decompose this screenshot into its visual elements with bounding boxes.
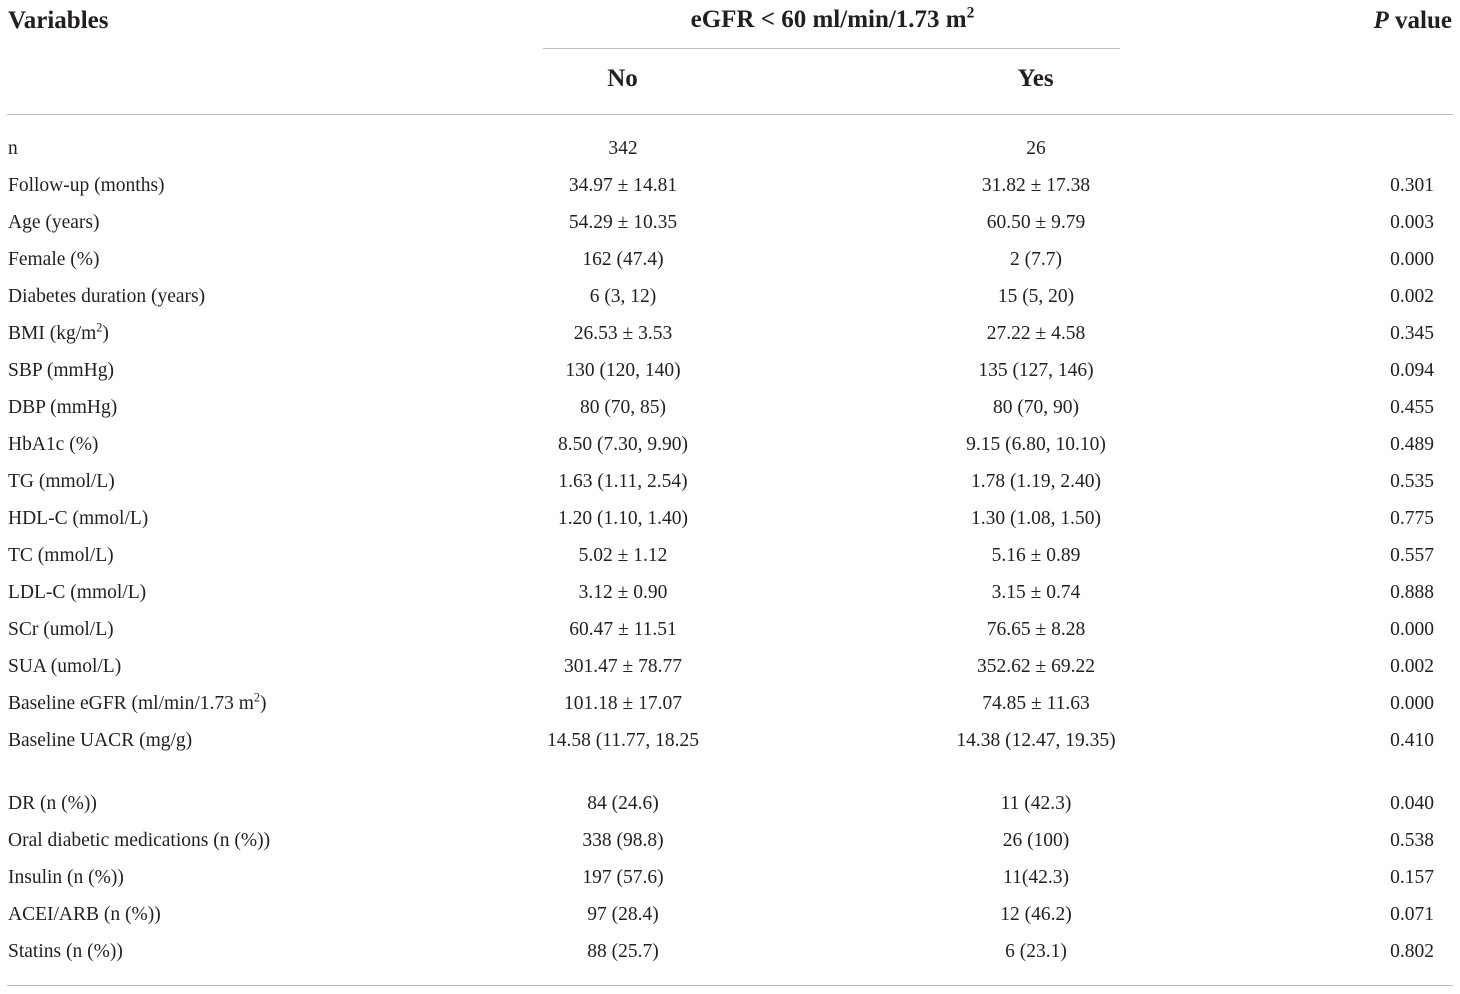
cell-no: 3.12 ± 0.90 bbox=[578, 582, 668, 603]
cell-p-value: 0.157 bbox=[1390, 867, 1434, 888]
header-p-italic: P bbox=[1373, 7, 1389, 34]
cell-p-value: 0.000 bbox=[1390, 619, 1434, 640]
cell-variable bbox=[8, 728, 368, 754]
cell-no: 54.29 ± 10.35 bbox=[568, 212, 678, 233]
table-row bbox=[0, 857, 1460, 894]
cell-p-value: 0.003 bbox=[1390, 212, 1434, 233]
cell-variable bbox=[8, 136, 368, 162]
variable-label: ACEI/ARB (n (%)) bbox=[8, 904, 161, 925]
table-row bbox=[0, 609, 1460, 646]
variable-superscript: 2 bbox=[96, 320, 103, 335]
cell-yes: 74.85 ± 11.63 bbox=[982, 693, 1090, 714]
variable-label: TC (mmol/L) bbox=[8, 545, 114, 566]
cell-no: 5.02 ± 1.12 bbox=[578, 545, 668, 566]
cell-no: 130 (120, 140) bbox=[565, 360, 681, 381]
cell-yes: 26 bbox=[1026, 138, 1046, 159]
variable-label: HDL-C (mmol/L) bbox=[8, 508, 149, 529]
cell-p-value: 0.301 bbox=[1390, 175, 1434, 196]
cell-p-value: 0.802 bbox=[1390, 941, 1434, 962]
cell-p-value: 0.345 bbox=[1390, 323, 1434, 344]
cell-yes: 1.78 (1.19, 2.40) bbox=[971, 471, 1101, 492]
table-row bbox=[0, 461, 1460, 498]
variable-label: n bbox=[8, 138, 18, 159]
cell-p-value: 0.094 bbox=[1390, 360, 1434, 381]
cell-yes: 26 (100) bbox=[1002, 830, 1070, 851]
cell-no: 80 (70, 85) bbox=[579, 397, 667, 418]
cell-yes: 12 (46.2) bbox=[1000, 904, 1072, 925]
cell-p-value: 0.557 bbox=[1390, 545, 1434, 566]
cell-variable bbox=[8, 506, 368, 532]
cell-yes: 60.50 ± 9.79 bbox=[986, 212, 1086, 233]
variable-label: Statins (n (%)) bbox=[8, 941, 123, 962]
variable-label: SCr (umol/L) bbox=[8, 619, 114, 640]
table-row bbox=[0, 202, 1460, 239]
cell-yes: 31.82 ± 17.38 bbox=[981, 175, 1091, 196]
variable-label: Insulin (n (%)) bbox=[8, 867, 124, 888]
cell-no: 301.47 ± 78.77 bbox=[564, 656, 682, 677]
cell-variable bbox=[8, 939, 368, 965]
variable-label: SUA (umol/L) bbox=[8, 656, 122, 677]
header-yes bbox=[958, 65, 1113, 93]
cell-yes: 2 (7.7) bbox=[1010, 249, 1062, 270]
table-row bbox=[0, 424, 1460, 461]
table-row bbox=[0, 276, 1460, 313]
variable-label: Oral diabetic medications (n (%)) bbox=[8, 830, 271, 851]
cell-yes: 76.65 ± 8.28 bbox=[986, 619, 1086, 640]
cell-variable bbox=[8, 580, 368, 606]
cell-yes: 3.15 ± 0.74 bbox=[991, 582, 1081, 603]
cell-variable bbox=[8, 321, 368, 347]
cell-no: 60.47 ± 11.51 bbox=[569, 619, 677, 640]
variable-label: SBP (mmHg) bbox=[8, 360, 115, 381]
cell-yes: 135 (127, 146) bbox=[978, 360, 1094, 381]
header-no bbox=[545, 65, 700, 93]
cell-variable bbox=[8, 247, 368, 273]
variable-superscript: 2 bbox=[253, 690, 260, 705]
cell-variable bbox=[8, 210, 368, 236]
header-group-egfr bbox=[545, 6, 1120, 34]
cell-variable bbox=[8, 395, 368, 421]
table-row bbox=[0, 498, 1460, 535]
cell-p-value: 0.040 bbox=[1390, 793, 1434, 814]
cell-no: 88 (25.7) bbox=[587, 941, 659, 962]
cell-no: 342 bbox=[608, 138, 638, 159]
variable-label: TG (mmol/L) bbox=[8, 471, 115, 492]
cell-no: 197 (57.6) bbox=[582, 867, 664, 888]
header-variables-label: Variables bbox=[8, 7, 109, 34]
table-body bbox=[0, 128, 1460, 968]
cell-no: 14.58 (11.77, 18.25 bbox=[546, 730, 700, 751]
cell-p-value: 0.002 bbox=[1390, 286, 1434, 307]
variable-label: Baseline eGFR (ml/min/1.73 m bbox=[8, 693, 254, 714]
cell-yes: 80 (70, 90) bbox=[992, 397, 1080, 418]
cell-variable bbox=[8, 865, 368, 891]
cell-p-value: 0.410 bbox=[1390, 730, 1434, 751]
cell-no: 1.63 (1.11, 2.54) bbox=[558, 471, 688, 492]
table-row bbox=[0, 646, 1460, 683]
variable-label: Baseline UACR (mg/g) bbox=[8, 730, 193, 751]
cell-no: 26.53 ± 3.53 bbox=[573, 323, 673, 344]
cell-variable bbox=[8, 791, 368, 817]
cell-yes: 9.15 (6.80, 10.10) bbox=[966, 434, 1106, 455]
cell-variable bbox=[8, 543, 368, 569]
group-underline bbox=[543, 48, 1120, 49]
cell-p-value: 0.071 bbox=[1390, 904, 1434, 925]
header-yes-label: Yes bbox=[1017, 65, 1054, 92]
cell-p-value: 0.002 bbox=[1390, 656, 1434, 677]
cell-no: 1.20 (1.10, 1.40) bbox=[558, 508, 688, 529]
cell-p-value: 0.538 bbox=[1390, 830, 1434, 851]
cell-no: 97 (28.4) bbox=[587, 904, 659, 925]
cell-variable bbox=[8, 432, 368, 458]
header-divider bbox=[7, 114, 1453, 115]
cell-variable bbox=[8, 358, 368, 384]
cell-p-value: 0.535 bbox=[1390, 471, 1434, 492]
cell-variable bbox=[8, 654, 368, 680]
variable-label: HbA1c (%) bbox=[8, 434, 99, 455]
table-row bbox=[0, 720, 1460, 783]
cell-no: 162 (47.4) bbox=[582, 249, 664, 270]
table-row bbox=[0, 387, 1460, 424]
header-no-label: No bbox=[607, 65, 638, 92]
variable-label: BMI (kg/m bbox=[8, 323, 97, 344]
table-row bbox=[0, 535, 1460, 572]
cell-no: 8.50 (7.30, 9.90) bbox=[558, 434, 688, 455]
cell-variable bbox=[8, 617, 368, 643]
cell-variable bbox=[8, 902, 368, 928]
variable-label: DR (n (%)) bbox=[8, 793, 97, 814]
header-group-label: eGFR < 60 ml/min/1.73 m bbox=[690, 6, 967, 33]
header-p-rest: value bbox=[1388, 7, 1452, 34]
variable-label: Follow-up (months) bbox=[8, 175, 165, 196]
table-row bbox=[0, 239, 1460, 276]
table-row bbox=[0, 820, 1460, 857]
table-row bbox=[0, 128, 1460, 165]
cell-yes: 5.16 ± 0.89 bbox=[991, 545, 1081, 566]
cell-yes: 1.30 (1.08, 1.50) bbox=[971, 508, 1101, 529]
cell-p-value: 0.000 bbox=[1390, 249, 1434, 270]
cell-no: 84 (24.6) bbox=[587, 793, 659, 814]
cell-no: 34.97 ± 14.81 bbox=[568, 175, 678, 196]
cell-p-value: 0.888 bbox=[1390, 582, 1434, 603]
table-row bbox=[0, 894, 1460, 931]
table-row bbox=[0, 313, 1460, 350]
cell-no: 101.18 ± 17.07 bbox=[564, 693, 682, 714]
cell-variable bbox=[8, 284, 368, 310]
cell-yes: 6 (23.1) bbox=[1005, 941, 1067, 962]
cell-yes: 14.38 (12.47, 19.35) bbox=[956, 730, 1116, 751]
cell-no: 6 (3, 12) bbox=[589, 286, 657, 307]
cell-p-value: 0.775 bbox=[1390, 508, 1434, 529]
variable-label: Female (%) bbox=[8, 249, 100, 270]
cell-yes: 352.62 ± 69.22 bbox=[977, 656, 1095, 677]
variable-suffix: ) bbox=[102, 323, 109, 344]
cell-variable bbox=[8, 469, 368, 495]
table-row bbox=[0, 783, 1460, 820]
cell-variable bbox=[8, 691, 368, 717]
table-bottom-rule bbox=[7, 985, 1453, 986]
variable-label: Diabetes duration (years) bbox=[8, 286, 206, 307]
cell-yes: 11(42.3) bbox=[1003, 867, 1069, 888]
variable-label: DBP (mmHg) bbox=[8, 397, 118, 418]
cell-yes: 11 (42.3) bbox=[1000, 793, 1072, 814]
header-variables bbox=[8, 7, 108, 35]
cell-yes: 27.22 ± 4.58 bbox=[986, 323, 1086, 344]
table-row bbox=[0, 350, 1460, 387]
variable-label: Age (years) bbox=[8, 212, 100, 233]
table-row bbox=[0, 683, 1460, 720]
variable-label: LDL-C (mmol/L) bbox=[8, 582, 147, 603]
cell-variable bbox=[8, 828, 368, 854]
table-row bbox=[0, 572, 1460, 609]
cell-no: 338 (98.8) bbox=[582, 830, 664, 851]
table-row bbox=[0, 165, 1460, 202]
cell-p-value: 0.455 bbox=[1390, 397, 1434, 418]
header-group-superscript: 2 bbox=[966, 4, 975, 22]
header-p-value bbox=[1374, 7, 1452, 35]
cell-p-value: 0.489 bbox=[1390, 434, 1434, 455]
table-row bbox=[0, 931, 1460, 968]
cell-yes: 15 (5, 20) bbox=[997, 286, 1075, 307]
cell-variable bbox=[8, 173, 368, 199]
variable-suffix: ) bbox=[259, 693, 267, 714]
cell-p-value: 0.000 bbox=[1390, 693, 1434, 714]
